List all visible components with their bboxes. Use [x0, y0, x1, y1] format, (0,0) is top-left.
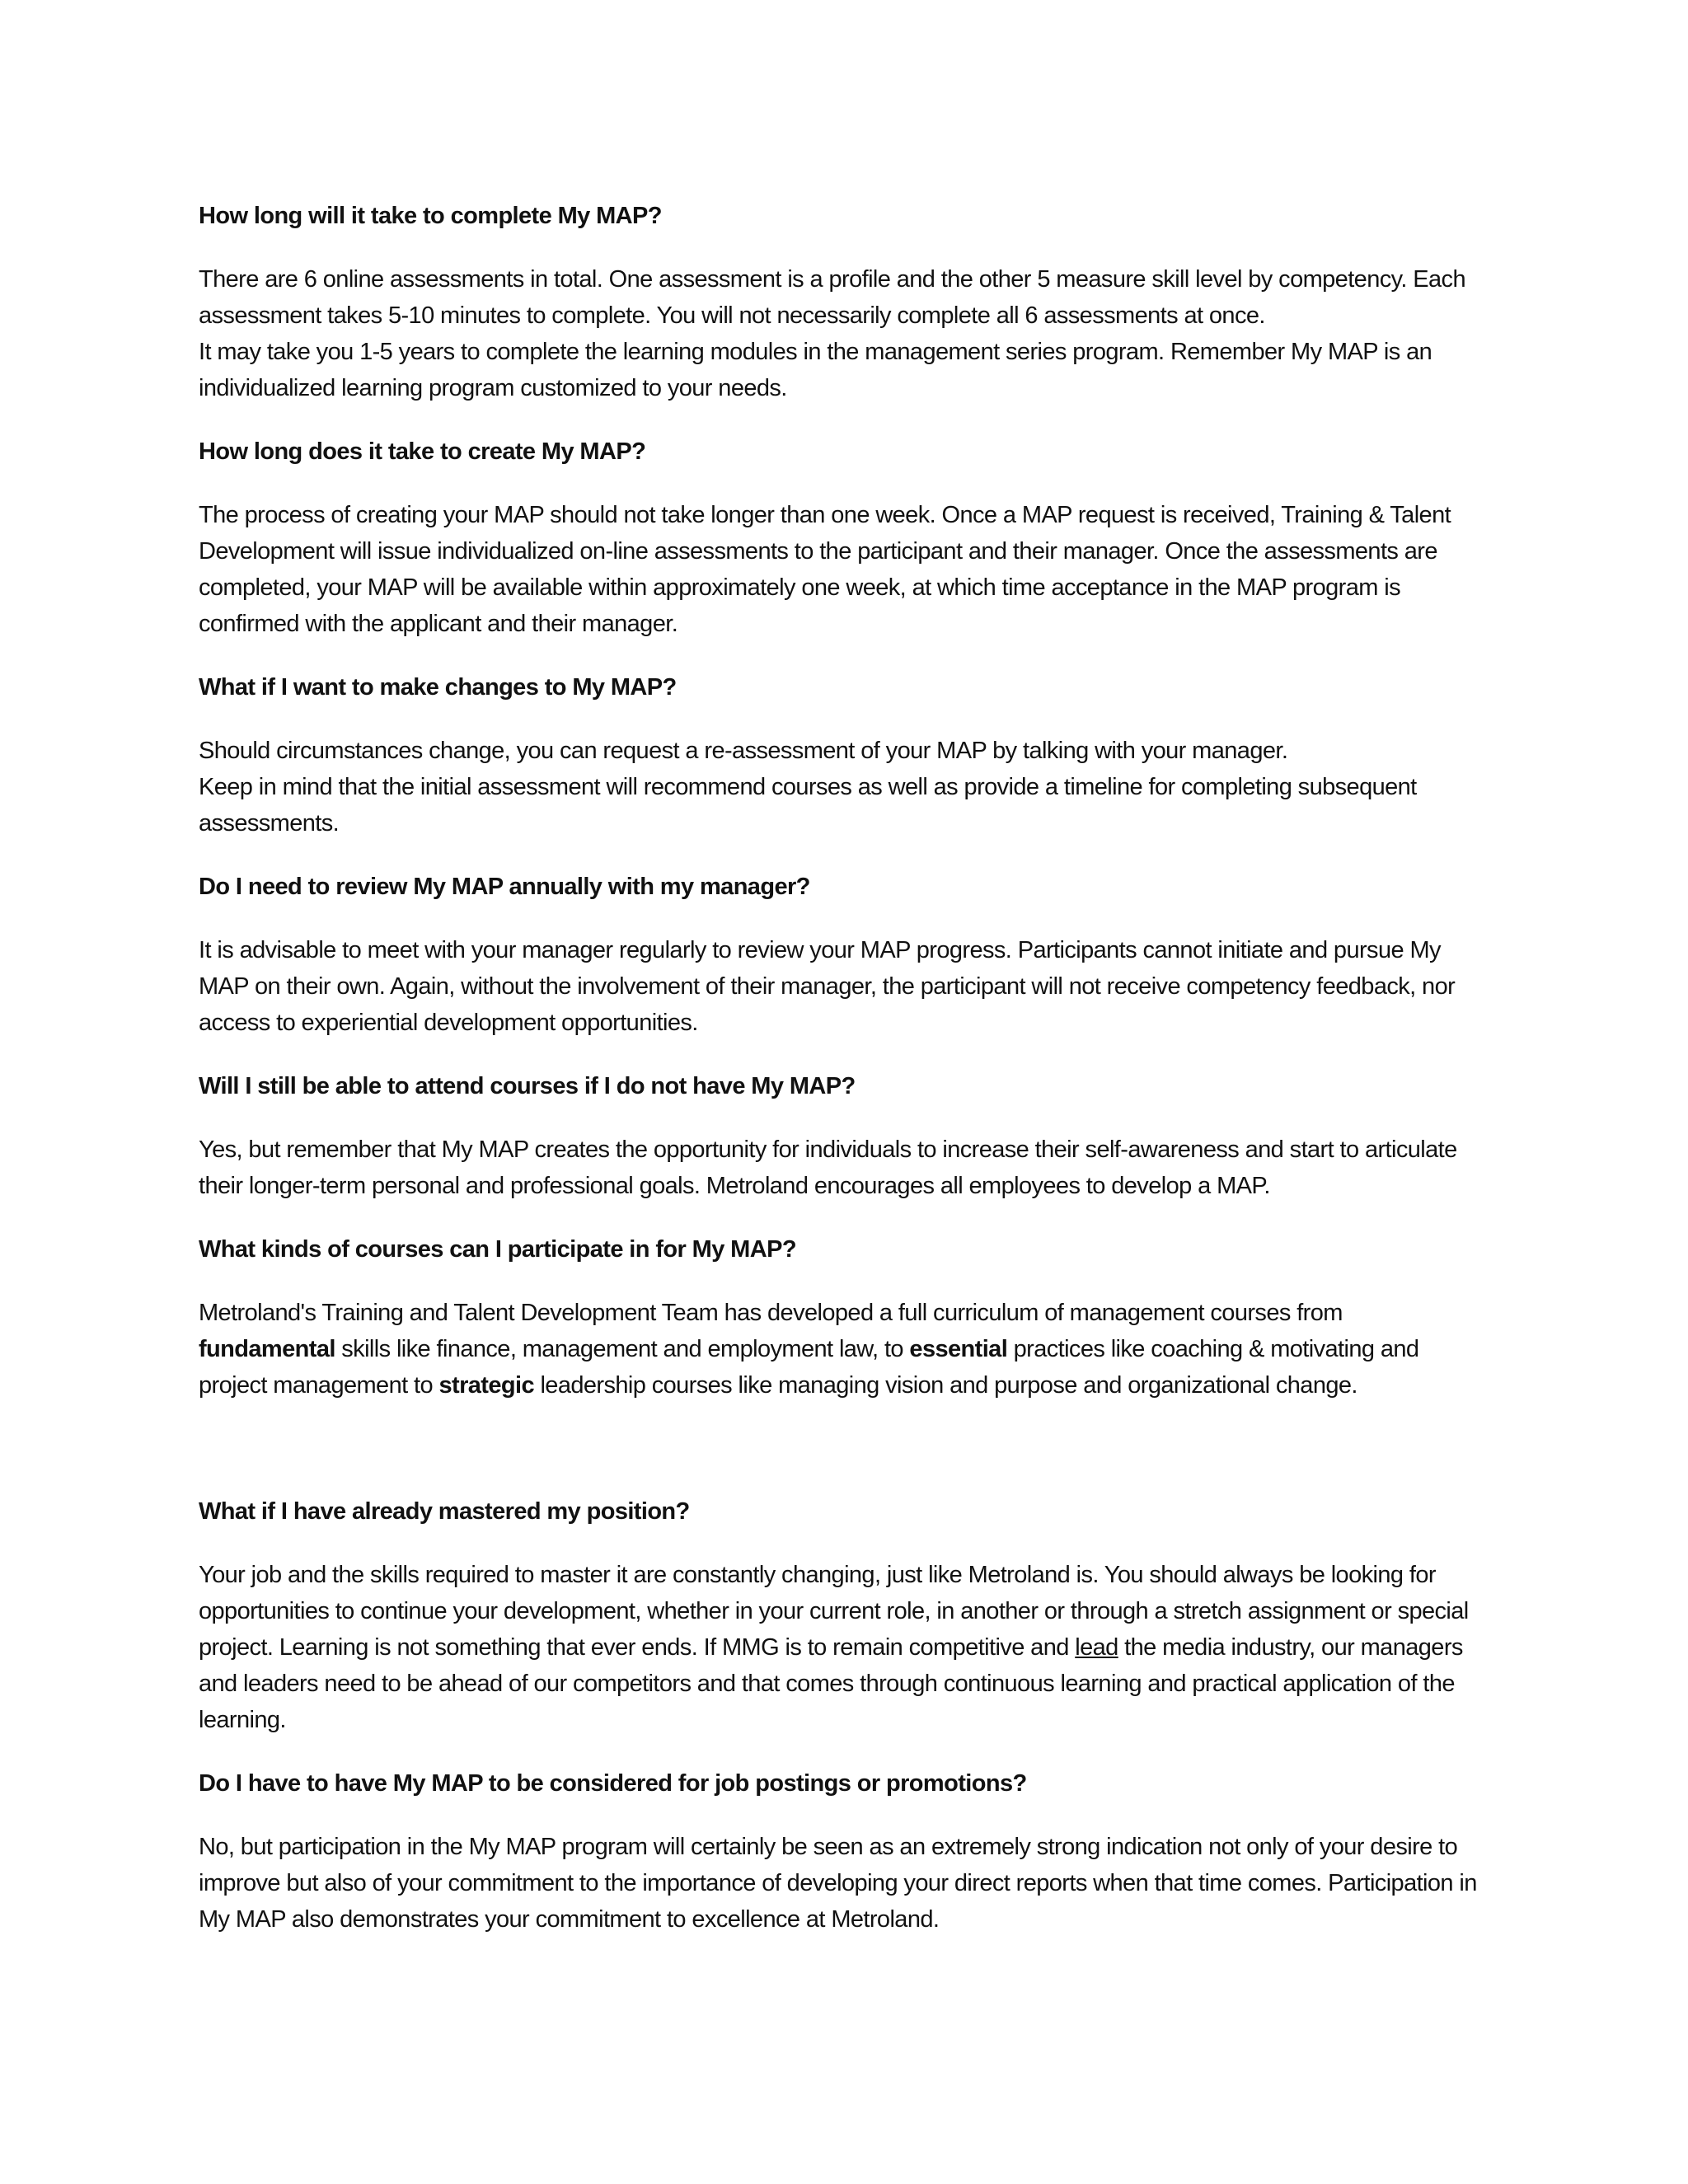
faq-question-2: How long does it take to create My MAP?	[199, 438, 646, 465]
answer-6-text-2: skills like finance, management and employment law, to	[335, 1336, 910, 1362]
faq-question-5: Will I still be able to attend courses if I do not have My MAP?	[199, 1073, 856, 1099]
faq-question-1: How long will it take to complete My MAP?	[199, 203, 662, 229]
faq-question-7: What if I have already mastered my position?	[199, 1498, 690, 1525]
faq-answer-6	[199, 1295, 1484, 1404]
faq-answer-4: It is advisable to meet with your manager regularly to review your MAP progress. Participants cannot initiate and pursue My MAP on their own. Again, without the involvement of their manager, the participant will not receive competency feedback, nor access to experiential development opportunities.	[199, 937, 1456, 1036]
answer-7-text-1: Your job and the skills required to master it are constantly changing, just like Metroland is. You should always be looking for opportunities to continue your development, whether in your current role, in another or through a stretch assignment or special project. Learning is not something that ever ends. If MMG is to remain competitive and	[199, 1562, 1469, 1661]
answer-6-text-3: practices like coaching & motivating and project management to	[199, 1336, 1419, 1399]
faq-answer-7	[199, 1557, 1484, 1738]
faq-answer-2: The process of creating your MAP should not take longer than one week. Once a MAP request is received, Training & Talent Development will issue individualized on-line assessments to the participant and their manager. Once the assessments are completed, your MAP will be available within approximately one week, at which time acceptance in the MAP program is confirmed with the applicant and their manager.	[199, 502, 1451, 637]
faq-answer-5: Yes, but remember that My MAP creates the opportunity for individuals to increase their self-awareness and start to articulate their longer-term personal and professional goals. Metroland encourages all employees to develop a MAP.	[199, 1137, 1457, 1199]
faq-question-8: Do I have to have My MAP to be considered for job postings or promotions?	[199, 1770, 1027, 1797]
faq-answer-1: There are 6 online assessments in total. One assessment is a profile and the other 5 measure skill level by competency. Each assessment takes 5-10 minutes to complete. You will not necessarily complete all 6 assessments at once. It may take you 1-5 years to complete the learning modules in the management series program. Remember My MAP is an individualized learning program customized to your needs.	[199, 266, 1465, 401]
faq-answer-3: Should circumstances change, you can request a re-assessment of your MAP by talking with your manager. Keep in mind that the initial assessment will recommend courses as well as provide a timeline for completing subsequent assessments.	[199, 738, 1417, 837]
faq-question-4: Do I need to review My MAP annually with my manager?	[199, 874, 810, 900]
answer-6-text-4: leadership courses like managing vision and purpose and organizational change.	[533, 1372, 1357, 1399]
answer-6-text-1: Metroland's Training and Talent Development Team has developed a full curriculum of management courses from	[199, 1300, 1343, 1326]
strategic-emphasis: strategic	[438, 1372, 534, 1399]
lead-underlined: lead	[1075, 1634, 1118, 1661]
faq-document	[199, 198, 1484, 1938]
faq-question-3: What if I want to make changes to My MAP?	[199, 674, 677, 701]
faq-question-6: What kinds of courses can I participate in for My MAP?	[199, 1236, 796, 1263]
fundamental-emphasis: fundamental	[199, 1336, 335, 1362]
answer-7-text-2: the media industry, our managers and leaders need to be ahead of our competitors and that comes through continuous learning and practical application of the learning.	[199, 1634, 1463, 1733]
essential-emphasis: essential	[909, 1336, 1008, 1362]
faq-answer-8: No, but participation in the My MAP program will certainly be seen as an extremely strong indication not only of your desire to improve but also of your commitment to the importance of developing your direct reports when that time comes. Participation in My MAP also demonstrates your commitment to excellence at Metroland.	[199, 1834, 1477, 1933]
